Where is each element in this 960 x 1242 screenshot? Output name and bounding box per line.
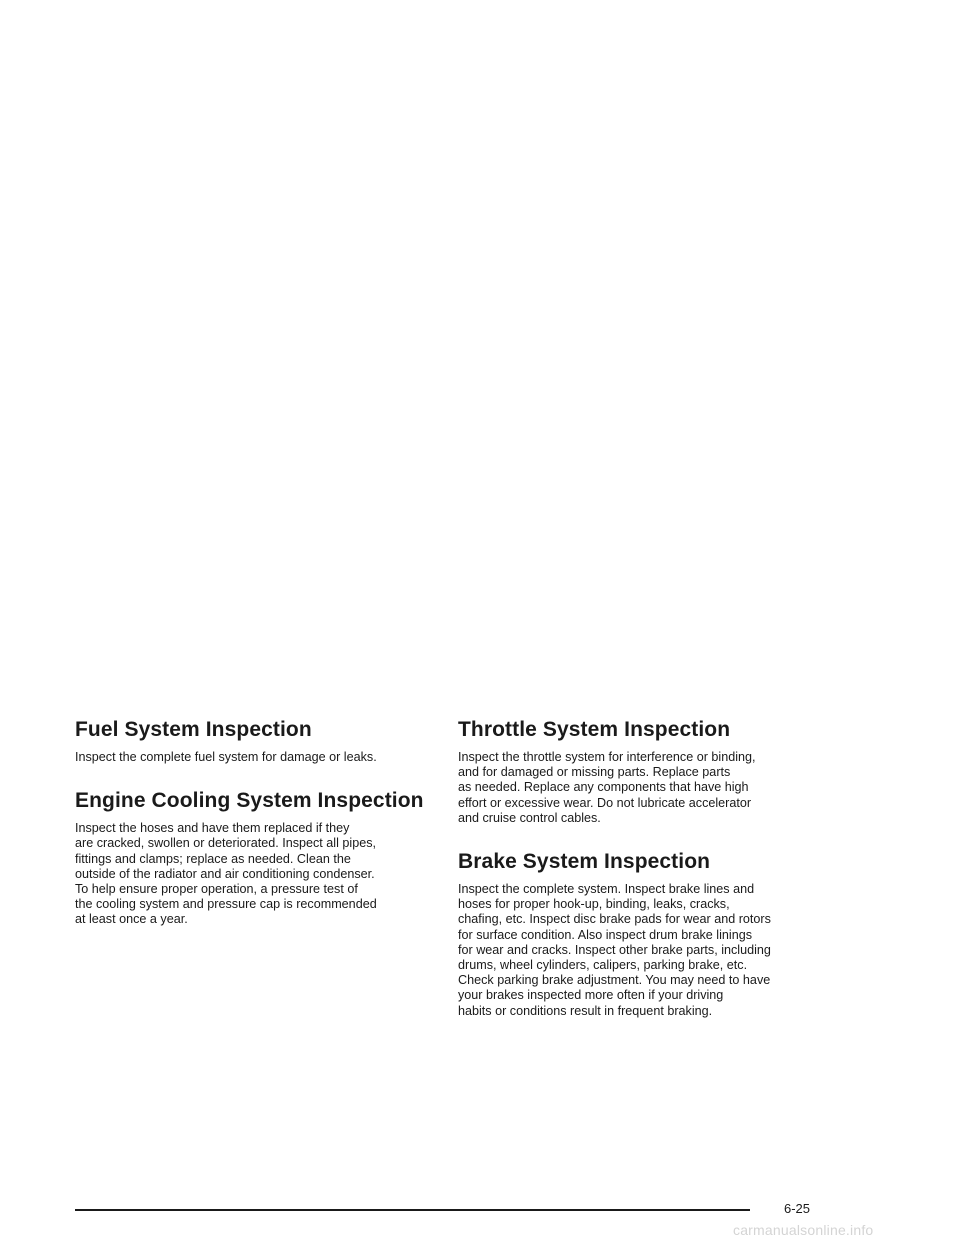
section-body-throttle-system: Inspect the throttle system for interference or binding, and for damaged or missing parts. Replace parts as needed. Replace any components that have high effort or excessive wear. Do not lubricate accelerator and cruise control cables. [458,750,756,825]
right-column [458,716,823,1019]
section-body-fuel-system: Inspect the complete fuel system for damage or leaks. [75,750,377,764]
watermark: carmanualsonline.info [733,1222,874,1238]
left-column [75,716,425,928]
section-heading-brake-system: Brake System Inspection [458,850,711,874]
section-heading-throttle-system: Throttle System Inspection [458,718,731,741]
section-body-engine-cooling: Inspect the hoses and have them replaced if they are cracked, swollen or deteriorated. Inspect all pipes, fittings and clamps; replace as needed. Clean the outside of the radiator and air conditioning condenser. To help ensure proper operation, a pressure test of the cooling system and pressure cap is recommended at least once a year. [75,821,377,927]
section-heading-engine-cooling: Engine Cooling System Inspection [75,789,424,813]
page-number: 6-25 [784,1201,811,1216]
section-body-brake-system: Inspect the complete system. Inspect brake lines and hoses for proper hook-up, binding, leaks, cracks, chafing, etc. Inspect disc brake pads for wear and rotors for surface condition. Also inspect drum brake linings for wear and cracks. Inspect other brake parts, including drums, wheel cylinders, calipers, parking brake, etc. Check parking brake adjustment. You may need to have your brakes inspected more often if your driving habits or conditions result in frequent braking. [458,882,771,1018]
footer-rule [75,1209,750,1211]
section-heading-fuel-system: Fuel System Inspection [75,718,312,741]
